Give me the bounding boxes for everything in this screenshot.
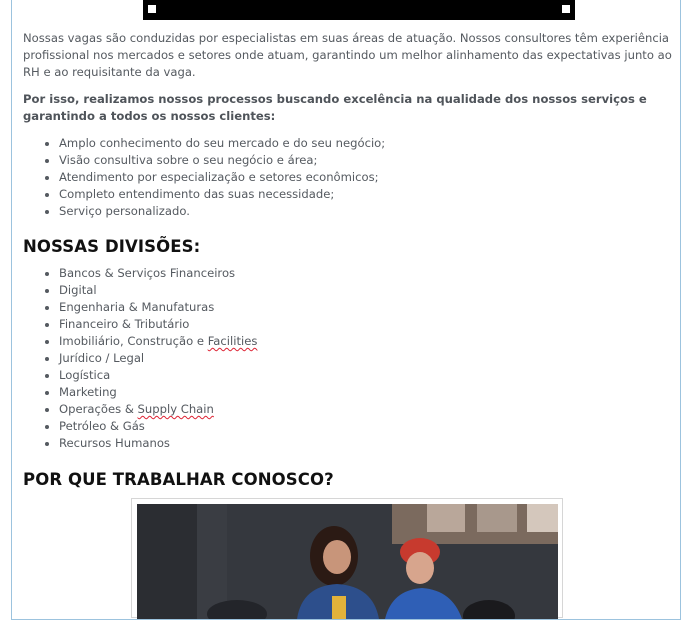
list-item: • Jurídico / Legal bbox=[59, 350, 673, 367]
content-area bbox=[23, 30, 673, 489]
intro-lead: Por isso, realizamos nossos processos buscando excelência na qualidade dos nossos serviços e garantindo a todos os nossos clientes: bbox=[23, 92, 647, 123]
embedded-media-block[interactable] bbox=[143, 0, 575, 20]
list-item: • Recursos Humanos bbox=[59, 435, 673, 452]
division-construction-text: Imobiliário, Construção e bbox=[59, 334, 208, 348]
divisions-list bbox=[23, 265, 673, 452]
why-heading: POR QUE TRABALHAR CONOSCO? bbox=[23, 470, 334, 489]
list-item: • Visão consultiva sobre o seu negócio e área; bbox=[59, 152, 673, 169]
resize-handle-right[interactable] bbox=[562, 5, 570, 13]
divisions-heading: NOSSAS DIVISÕES: bbox=[23, 237, 201, 256]
list-item: • Engenharia & Manufaturas bbox=[59, 299, 673, 316]
team-photo bbox=[137, 504, 558, 619]
list-item: • Logística bbox=[59, 367, 673, 384]
list-item: • Atendimento por especialização e setores econômicos; bbox=[59, 169, 673, 186]
spellcheck-word[interactable]: Supply Chain bbox=[137, 402, 214, 416]
benefits-list bbox=[23, 135, 673, 220]
list-item: • Digital bbox=[59, 282, 673, 299]
list-item bbox=[59, 401, 673, 418]
list-item: • Completo entendimento das suas necessidade; bbox=[59, 186, 673, 203]
list-item: • Petróleo & Gás bbox=[59, 418, 673, 435]
list-item: • Serviço personalizado. bbox=[59, 203, 673, 220]
team-photo-illustration bbox=[137, 504, 558, 619]
resize-handle-left[interactable] bbox=[148, 5, 156, 13]
list-item bbox=[59, 333, 673, 350]
list-item: • Financeiro & Tributário bbox=[59, 316, 673, 333]
team-photo-frame[interactable] bbox=[131, 498, 563, 618]
list-item: • Bancos & Serviços Financeiros bbox=[59, 265, 673, 282]
list-item: • Amplo conhecimento do seu mercado e do seu negócio; bbox=[59, 135, 673, 152]
division-operations-text: Operações & bbox=[59, 402, 138, 416]
spellcheck-word[interactable]: Facilities bbox=[207, 334, 258, 348]
list-item: • Marketing bbox=[59, 384, 673, 401]
intro-paragraph: Nossas vagas são conduzidas por especialistas em suas áreas de atuação. Nossos consultores têm experiência profissional nos mercados e setores onde atuam, garantindo um melhor alinhamento das expectativas junto ao RH e ao requisitante da vaga. bbox=[23, 31, 672, 79]
